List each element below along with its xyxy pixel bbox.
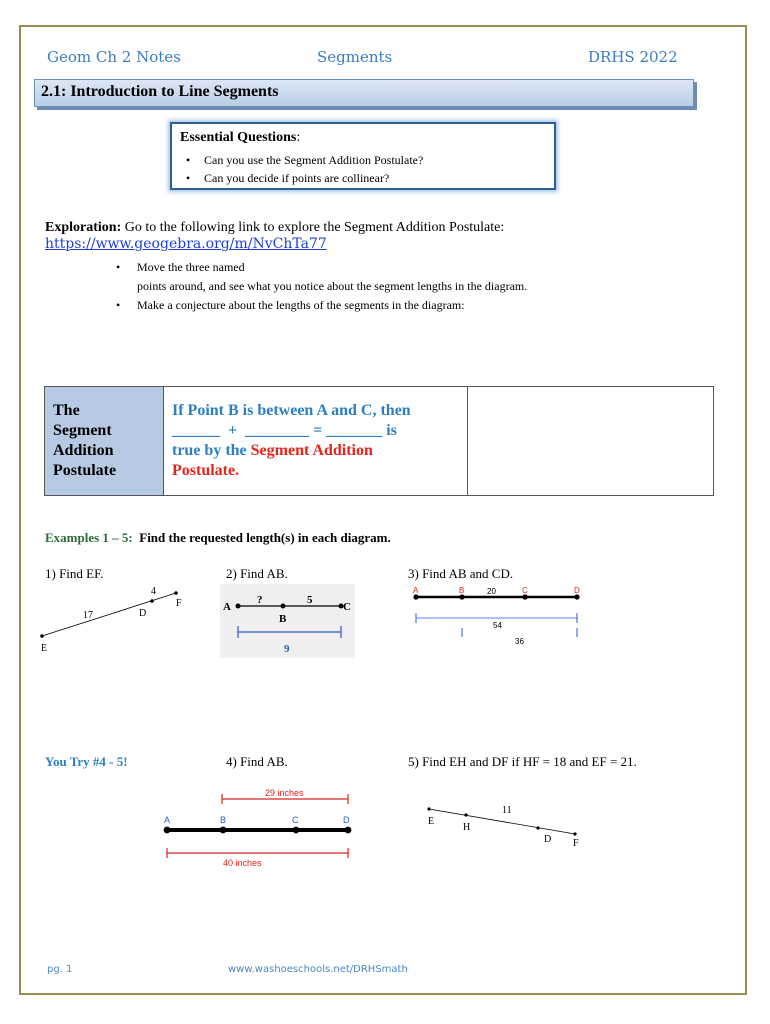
point-c [522,594,527,599]
postulate-statement: If Point B is between A and C, then ______ + ________ = _______ is true by the Segment Addition Postulate. [164,387,468,496]
length-hd: 11 [502,805,512,816]
label-b: B [279,613,287,625]
length-ed: 17 [83,610,93,621]
problem-3: 3) Find AB and CD. [408,566,514,581]
label-b: B [220,815,227,825]
length-ac: 54 [493,621,502,630]
label-a: A [223,601,231,613]
section-title: 2.1: Introduction to Line Segments [41,83,279,100]
length-df: 4 [151,586,156,597]
problem-1: 1) Find EF. [45,566,104,581]
problem-5: 5) Find EH and DF if HF = 18 and EF = 21. [408,754,637,769]
header-school-year: DRHS 2022 [588,48,678,66]
header-course: Geom Ch 2 Notes [47,48,181,66]
exploration-bullet: Move the three named [137,260,245,274]
point-c [293,827,300,834]
label-a: A [164,815,171,825]
point-d [536,826,539,829]
point-e [427,807,430,810]
point-a [413,594,418,599]
essential-questions-title: Essential Questions: [180,130,301,145]
label-h: H [463,822,471,833]
point-f [573,832,576,835]
postulate-answer-cell [468,387,714,496]
point-e [40,634,44,638]
examples-heading: Examples 1 – 5: Find the requested length(s) in each diagram. [45,530,391,545]
label-c: C [292,815,299,825]
length-bd: 36 [515,637,524,646]
section-title-bar [34,79,694,107]
point-b [281,604,286,609]
label-d: D [343,815,350,825]
diagram-1 [35,584,195,654]
diagram-3 [405,584,590,648]
length-ab-unknown: ? [257,594,263,606]
length-bc: 20 [487,587,496,596]
diagram-4 [155,784,365,872]
exploration-text: Exploration: Go to the following link to explore the Segment Addition Postulate: [45,220,505,235]
label-d: D [574,586,580,595]
point-a [164,827,171,834]
postulate-label: The Segment Addition Postulate [45,387,164,496]
point-b [459,594,464,599]
bullet-dot: • [116,298,121,312]
label-e: E [428,816,435,827]
diagram-5 [420,800,590,855]
label-d: D [544,834,552,845]
point-f [174,591,178,595]
label-e: E [41,643,48,654]
essential-questions-box [170,122,556,190]
label-a: A [413,586,419,595]
diagram-2 [220,584,355,658]
length-bd: 29 inches [265,788,304,798]
label-b: B [459,586,465,595]
label-c: C [522,586,528,595]
exploration-bullet-continued: points around, and see what you notice about the segment lengths in the diagram. [137,279,528,293]
length-bc: 5 [307,594,313,606]
header-topic: Segments [317,48,393,66]
postulate-table [44,386,714,496]
point-b [220,827,227,834]
label-c: C [343,601,351,613]
exploration-bullet: Make a conjecture about the lengths of the segments in the diagram: [137,298,465,312]
problem-4: 4) Find AB. [226,754,288,769]
point-d [574,594,579,599]
geogebra-link[interactable]: https://www.geogebra.org/m/NvChTa77 [45,236,327,252]
segment-ef [42,593,176,636]
label-d: D [139,608,147,619]
footer-page-number: pg. 1 [47,964,73,975]
essential-question-item: • Can you decide if points are collinear? [204,171,389,186]
problem-2: 2) Find AB. [226,566,288,581]
length-ad: 40 inches [223,858,262,868]
essential-question-item: • Can you use the Segment Addition Postulate? [204,153,423,168]
you-try-heading: You Try #4 - 5! [45,754,128,769]
length-ac: 9 [284,643,290,655]
bullet-dot: • [116,260,121,274]
point-a [236,604,241,609]
point-d [345,827,352,834]
point-d [150,599,154,603]
label-f: F [573,838,579,849]
point-h [464,813,467,816]
label-f: F [176,598,182,609]
footer-url: www.washoeschools.net/DRHSmath [228,964,408,975]
